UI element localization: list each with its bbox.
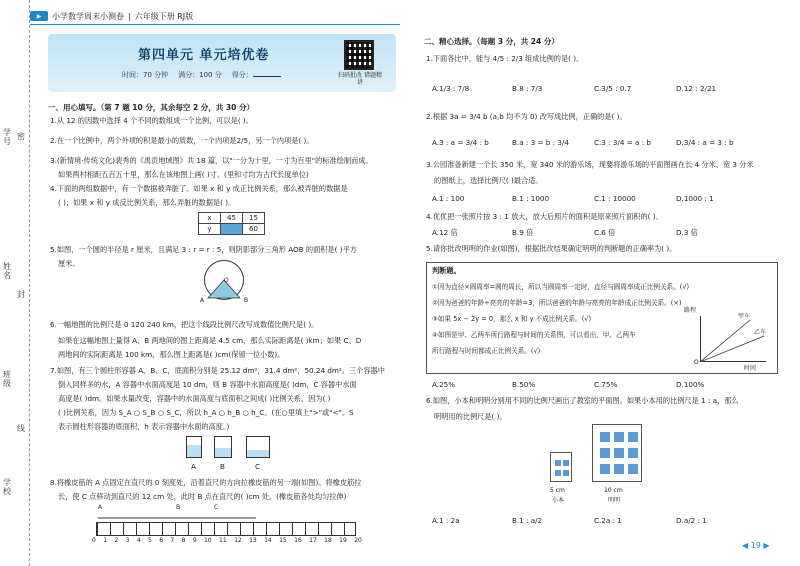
ruler-tick-label: 8	[181, 537, 186, 544]
table-cell: 15	[243, 213, 265, 224]
s1-q6b: 如果在这幅地图上量得 A、B 两地间的图上距离是 4.5 cm，那么实际距离是( )km；如果 C、D	[58, 336, 362, 345]
s1-q3a: 3.(新情境·传统文化)裴秀的《禹贡地域图》共 18 篇，以"一分为十里，一寸为百里"的标准绘制而成。	[50, 156, 373, 165]
q5-label-a: A	[200, 297, 205, 304]
seat-icon	[628, 432, 638, 442]
seat-icon	[628, 464, 638, 474]
s2-q5-opt-d[interactable]: D.100%	[676, 380, 705, 389]
s2-q2-opt-a[interactable]: A.3 : a = 3/4 : b	[432, 138, 489, 147]
q5-label-o: O	[224, 277, 229, 284]
chart-series-jia: 甲车	[738, 313, 751, 320]
page-header	[30, 8, 400, 24]
s1-q5a: 5.如图，一个圆的半径是 r 厘米，且满足 3 : r = r : 5，则阴影部分三角形 AOB 的面积是( )平方	[50, 245, 357, 254]
page-number: ◀ 19 ▶	[742, 541, 770, 550]
classroom-plan-small	[550, 452, 572, 482]
seat-icon	[600, 448, 610, 458]
section2-heading: 二、精心选择。（每题 3 分，共 24 分）	[424, 37, 559, 46]
ruler-tick-label: 15	[279, 537, 287, 544]
s2-q6-opt-a[interactable]: A.1 : 2a	[432, 516, 460, 525]
container-c	[246, 436, 270, 458]
seat-icon	[600, 432, 610, 442]
header-divider	[30, 24, 400, 25]
s2-q4-opt-c[interactable]: C.6 倍	[594, 228, 616, 237]
chart-series-yi: 乙车	[754, 329, 767, 336]
seat-icon	[555, 470, 561, 476]
unit-banner	[48, 34, 396, 92]
homework-line-4a: ④如图是甲、乙两车所行路程与时间的关系图，可以看出，甲、乙两车	[432, 331, 636, 339]
seat-icon	[614, 448, 624, 458]
s2-q4: 4.优优把一张照片按 3 : 1 放大，放大后照片的面积是原来照片面积的( )。	[426, 212, 663, 221]
s2-q3-opt-a[interactable]: A.1 : 100	[432, 194, 465, 203]
s2-q6-opt-d[interactable]: D.a/2 : 1	[676, 516, 707, 525]
s2-q1-opt-b[interactable]: B.8 : 7/3	[512, 84, 543, 93]
smudged-cell	[221, 224, 243, 235]
homework-title: 判断题。	[432, 266, 461, 275]
s2-q6a: 6.如图，小本和明明分别用不同的比例尺画出了教室的平面图。如果小本用的比例尺是 1 : a，那么	[426, 396, 739, 405]
table-row	[199, 224, 265, 235]
s2-q3b: 的图纸上，选择比例尺( )最合适。	[434, 176, 543, 185]
seal-mark-feng: 封	[17, 290, 25, 299]
seal-mark-xian: 线	[17, 424, 25, 433]
homework-line-2: ②因为爸爸的年龄÷亮亮的年龄=3，所以爸爸的年龄与亮亮的年龄成正比例关系。(×)	[432, 299, 682, 307]
homework-line-3: ③如果 5x − 2y = 0，那么 x 和 y 不成比例关系。(√)	[432, 315, 592, 323]
ruler-tick-label: 18	[324, 537, 332, 544]
brand-logo-icon: ▶	[30, 11, 48, 21]
homework-line-1: ①因为直径×圆周率=圆的周长，所以当圆周率一定时，直径与圆周率成正比例关系。(√)	[432, 283, 690, 291]
s2-q4-opt-a[interactable]: A.12 倍	[432, 228, 458, 237]
container-label-c: C	[255, 462, 261, 471]
seat-icon	[600, 464, 610, 474]
s1-q2: 2.在一个比例中，两个外项的积是最小的质数，一个内项是2/5，另一个内项是( )。	[50, 136, 314, 145]
s1-q7a: 7.如图，有三个圆柱形容器 A、B、C，底面积分别是 25.12 dm²，31.4 dm²，50.24 dm²。三个容器中	[50, 366, 385, 375]
band-label-a: A	[98, 504, 103, 511]
ruler-figure	[96, 522, 356, 536]
container-label-b: B	[220, 462, 225, 471]
s2-q1-opt-a[interactable]: A.1/3 : 7/8	[432, 84, 470, 93]
seat-icon	[563, 470, 569, 476]
banner-title: 第四单元 单元培优卷	[138, 48, 270, 63]
banner-meta	[122, 70, 281, 80]
big-plan-size: 10 cm	[604, 487, 623, 494]
s1-q3b: 如果两村相距五百五十里，那么在该地图上画( )寸。(里和寸均为古代长度单位)	[58, 170, 309, 179]
ruler-tick-label: 1	[103, 537, 108, 544]
ruler-tick-label: 20	[354, 537, 362, 544]
s1-q6a: 6.一幅地图的比例尺是 0 120 240 km，把这个线段比例尺改写成数值比例尺是( )。	[50, 320, 319, 329]
s2-q5-opt-c[interactable]: C.75%	[594, 380, 618, 389]
seal-mark-mi: 密	[17, 132, 25, 141]
s1-q6c: 两地间的实际距离是 100 km，那么图上距离是( )cm(保留一位小数)。	[58, 350, 285, 359]
band-label-c: C	[214, 504, 219, 511]
ruler-ticks	[92, 537, 362, 544]
table-row	[199, 213, 265, 224]
seat-icon	[563, 460, 569, 466]
s2-q5-opt-a[interactable]: A.25%	[432, 380, 456, 389]
chart-origin: O	[694, 359, 699, 366]
s2-q3-opt-d[interactable]: D.1000 : 1	[676, 194, 714, 203]
chart-axis-y: 路程	[684, 307, 697, 314]
table-cell: 60	[243, 224, 265, 235]
brand-title: 小学数学周末小测卷	[52, 11, 124, 21]
s2-q3a: 3.公园准备新建一个长 350 米，宽 340 米的游乐场，现要将游乐场的平面图画在长 4 分米、宽 3 分米	[426, 160, 754, 169]
ruler-tick-label: 3	[125, 537, 130, 544]
q4-data-table	[198, 212, 265, 235]
s1-q4b: ( )；如果 x 和 y 成反比例关系，那么弄脏的数据是( )。	[58, 198, 236, 207]
score-label: 得分：	[231, 71, 253, 79]
s1-q7c: 高度是( )dm。如果水量改变，容器中的水面高度与底面积之间成( )比例关系，因为( )	[58, 394, 331, 403]
ruler-tick-label: 19	[339, 537, 347, 544]
grade-label: 六年级下册 RJ版	[134, 11, 194, 21]
ruler-tick-label: 9	[192, 537, 197, 544]
s1-q7b: 倒入同样多的水，A 容器中水面高度是 10 dm，则 B 容器中水面高度是( )dm，C 容器中水面	[58, 380, 357, 389]
s2-q3-opt-c[interactable]: C.1 : 10000	[594, 194, 636, 203]
homework-line-4b: 所行路程与时间都成正比例关系。(√)	[432, 347, 541, 355]
table-cell: x	[199, 213, 221, 224]
rubber-band-icon	[96, 506, 266, 522]
q5-label-b: B	[244, 297, 249, 304]
ruler-tick-label: 13	[249, 537, 257, 544]
s2-q6b: 明明用的比例尺是( )。	[434, 412, 507, 421]
ruler-tick-label: 6	[159, 537, 164, 544]
s2-q1-opt-d[interactable]: D.12 : 2/21	[676, 84, 717, 93]
container-b	[214, 436, 232, 458]
s1-q5b: 厘米。	[58, 259, 80, 268]
s1-q4a: 4.下面的两组数据中，有一个数据被弄脏了。如果 x 和 y 成正比例关系，那么被弄脏的数据是	[50, 184, 348, 193]
table-cell: y	[199, 224, 221, 235]
s2-q5-opt-b[interactable]: B.50%	[512, 380, 536, 389]
ruler-tick-label: 4	[136, 537, 141, 544]
s2-q2-opt-d[interactable]: D.3/4 : a = 3 : b	[676, 138, 734, 147]
qr-caption: 扫码批改 错题精讲	[338, 72, 382, 86]
ruler-tick-label: 2	[114, 537, 119, 544]
container-label-a: A	[191, 462, 196, 471]
ruler-tick-label: 10	[204, 537, 212, 544]
page-number-value: 19	[750, 541, 761, 550]
ruler-tick-label: 5	[148, 537, 152, 544]
s2-q4-opt-d[interactable]: D.3 倍	[676, 228, 698, 237]
binding-label-xingming: 姓名	[3, 262, 11, 280]
container-a	[186, 436, 202, 458]
qr-code-icon[interactable]	[344, 40, 374, 70]
s1-q1: 1.从 12 的因数中选择 4 个不同的数组成一个比例，可以是( )。	[50, 116, 253, 125]
s2-q2-opt-c[interactable]: C.3 : 3/4 = a : b	[594, 138, 651, 147]
s2-q4-opt-b[interactable]: B.9 倍	[512, 228, 534, 237]
ruler-tick-label: 12	[234, 537, 242, 544]
ruler-tick-label: 7	[170, 537, 175, 544]
section1-heading: 一、用心填写。（第 7 题 10 分，其余每空 2 分，共 30 分）	[48, 103, 254, 112]
binding-label-banji: 班级	[3, 370, 11, 388]
seat-icon	[555, 460, 561, 466]
small-plan-size: 5 cm	[550, 487, 565, 494]
small-plan-owner: 小本	[552, 497, 565, 504]
s2-q5: 5.请你批改明明的作业(如图)，根据批改结果确定明明的判断题的正确率为( )。	[426, 244, 677, 253]
s1-q8a: 8.将橡皮筋的 A 点固定在直尺的 0 刻度处，沿着直尺的方向拉橡皮筋的另一端(如图)。将橡皮筋拉	[50, 478, 362, 487]
seat-icon	[614, 464, 624, 474]
chart-axis-x: 时间	[744, 365, 757, 372]
score-field[interactable]	[232, 70, 281, 80]
s2-q3-opt-b[interactable]: B.1 : 1000	[512, 194, 550, 203]
s1-q7d: ( )比例关系，因为 S_A ○ S_B ○ S_C，所以 h_A ○ h_B ○ h_C。(在○里填上">"或"<"。S	[58, 408, 354, 417]
s2-q1-opt-c[interactable]: C.3/5 : 0.7	[594, 84, 632, 93]
table-cell: 45	[221, 213, 243, 224]
big-plan-owner: 明明	[608, 497, 621, 504]
s2-q6-opt-b[interactable]: B.1 : a/2	[512, 516, 543, 525]
ruler-tick-label: 11	[219, 537, 227, 544]
band-label-b: B	[176, 504, 181, 511]
time-limit: 时间：70 分钟	[122, 71, 169, 79]
ruler-tick-label: 17	[309, 537, 317, 544]
s1-q8b: 长，使 C 点移动到直尺的 12 cm 处，此时 B 点在直尺的( )cm 处。(橡皮筋各处均匀拉伸)	[58, 492, 347, 501]
s1-q7e: 表示圆柱形容器的底面积，h 表示容器中水面的高度。)	[58, 422, 230, 431]
binding-label-xuexiao: 学校	[3, 478, 11, 496]
distance-lines-icon	[700, 316, 766, 362]
s2-q6-opt-c[interactable]: C.2a : 1	[594, 516, 622, 525]
s2-q2: 2.根据 3a = 3/4 b (a,b 均不为 0) 改写成比例，正确的是( )。	[426, 112, 627, 121]
full-score: 满分：100 分	[178, 71, 222, 79]
s2-q2-opt-b[interactable]: B.a : 3 = b : 3/4	[512, 138, 569, 147]
s2-q1: 1.下面各比中，能与 4/5 : 2/3 组成比例的是( )。	[426, 54, 584, 63]
seat-icon	[614, 432, 624, 442]
ruler-tick-label: 0	[92, 537, 96, 544]
binding-label-xuehao: 学号	[3, 128, 11, 146]
header-sep: |	[128, 11, 131, 21]
ruler-tick-label: 14	[264, 537, 272, 544]
seat-icon	[628, 448, 638, 458]
ruler-tick-label: 16	[294, 537, 302, 544]
